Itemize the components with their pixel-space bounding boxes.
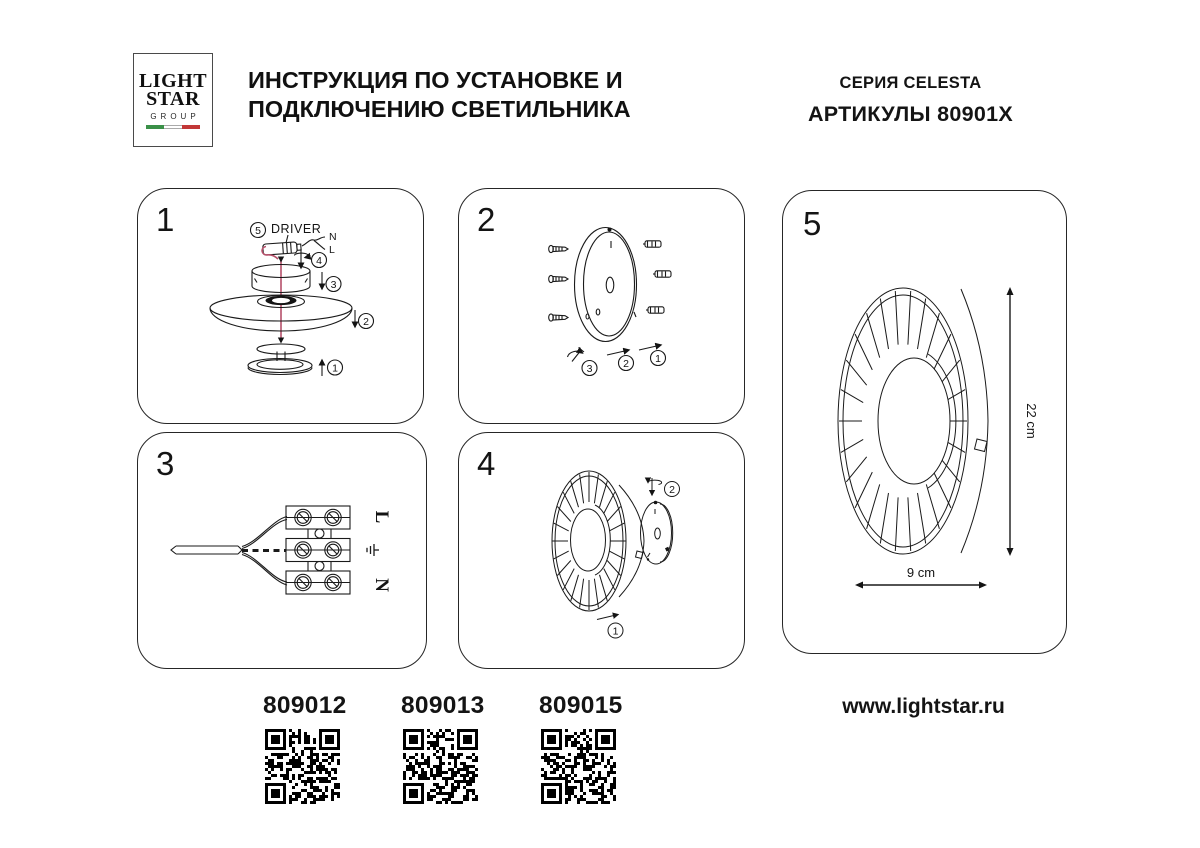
- panel-step-2: [458, 188, 745, 424]
- dimension-height: [1007, 287, 1040, 556]
- panel-step-4: [458, 432, 745, 669]
- diagram-attach-shade: [459, 433, 744, 668]
- step-1: 1: [655, 352, 661, 365]
- step-2: 2: [363, 315, 369, 328]
- articles-label: АРТИКУЛЫ 80901X: [807, 102, 1014, 126]
- wire-l-label: L: [329, 244, 335, 256]
- article-code: 809015: [539, 692, 623, 719]
- italian-flag-stripe: [146, 125, 200, 129]
- website-url: www.lightstar.ru: [842, 695, 1005, 718]
- step-4: 4: [316, 254, 322, 267]
- article-809012: [263, 692, 347, 809]
- panel-number: 4: [477, 445, 496, 482]
- panel-number: 1: [156, 201, 175, 238]
- panel-step-5: [782, 190, 1067, 654]
- qr-code: [403, 729, 478, 804]
- article-809013: [401, 692, 485, 809]
- earth-symbol: [367, 544, 379, 556]
- screws: [549, 245, 568, 321]
- article-code: 809012: [263, 692, 347, 719]
- header-right: [793, 74, 1028, 127]
- diagram-exploded-view: [138, 189, 423, 423]
- diagram-dimensions: [783, 191, 1066, 653]
- page-title: [248, 66, 631, 124]
- logo-word-light: LIGHT: [138, 69, 208, 92]
- article-809015: [539, 692, 623, 809]
- panel-step-1: [137, 188, 424, 424]
- series-label: СЕРИЯ CELESTA: [839, 74, 982, 92]
- red-wire: [262, 247, 281, 341]
- step-1: 1: [612, 625, 619, 638]
- step-2: 2: [623, 357, 629, 370]
- step-2: 2: [669, 483, 675, 496]
- step-5: 5: [255, 224, 261, 237]
- step-3: 3: [586, 362, 593, 375]
- dim-width-label: 9 cm: [906, 565, 936, 580]
- terminal-label-n: N: [371, 578, 392, 592]
- diagram-terminal-wiring: [138, 433, 426, 668]
- qr-code: [265, 729, 340, 804]
- panel-number: 5: [803, 205, 822, 242]
- diagram-mounting-plate: [459, 189, 744, 423]
- wire-n-label: N: [329, 231, 337, 243]
- panel-number: 2: [477, 201, 496, 238]
- lightstar-logo: [133, 53, 213, 147]
- step-1: 1: [332, 362, 338, 375]
- panel-step-3: [137, 432, 427, 669]
- step-3: 3: [330, 278, 337, 291]
- terminal-label-l: L: [371, 510, 392, 524]
- qr-code: [541, 729, 616, 804]
- page-title-line2: ПОДКЛЮЧЕНИЮ СВЕТИЛЬНИКА: [248, 96, 631, 122]
- terminal-block: [286, 506, 350, 594]
- logo-word-star: STAR: [146, 87, 200, 110]
- dimension-width: [855, 565, 987, 589]
- logo-word-group: GROUP: [150, 111, 200, 121]
- panel-number: 3: [156, 445, 175, 482]
- wall-anchors: [643, 241, 671, 313]
- dim-height-label: 22 cm: [1024, 403, 1039, 439]
- page-title-line1: ИНСТРУКЦИЯ ПО УСТАНОВКЕ И: [248, 67, 623, 93]
- article-code: 809013: [401, 692, 485, 719]
- driver-label: DRIVER: [271, 222, 322, 236]
